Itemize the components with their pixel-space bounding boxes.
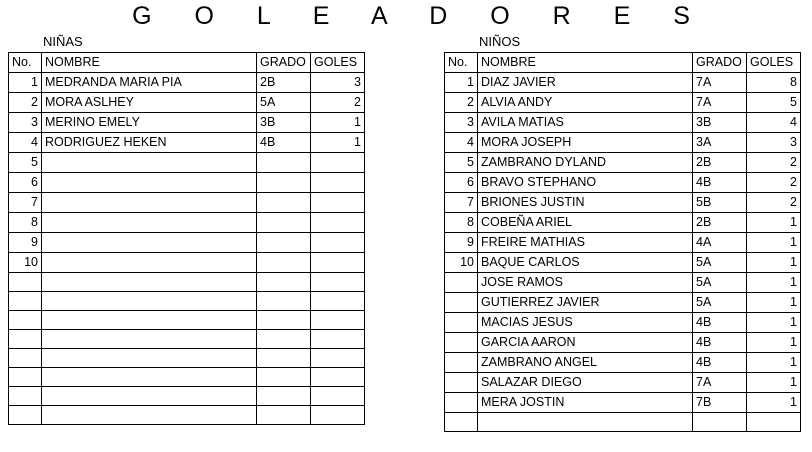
cell-grade: 5A <box>693 253 747 273</box>
cell-grade: 5B <box>693 193 747 213</box>
table-row <box>445 313 801 333</box>
header-grade: GRADO <box>693 53 747 73</box>
cell-name <box>42 193 257 213</box>
girls-section <box>8 32 365 425</box>
cell-name <box>42 330 257 349</box>
cell-goals: 2 <box>747 193 801 213</box>
cell-no: 8 <box>445 213 478 233</box>
cell-name: MACIAS JESUS <box>478 313 693 333</box>
cell-goals: 4 <box>747 113 801 133</box>
cell-goals: 1 <box>747 253 801 273</box>
table-row <box>445 173 801 193</box>
cell-grade: 5A <box>693 293 747 313</box>
table-row <box>9 273 365 292</box>
table-row <box>445 253 801 273</box>
boys-section <box>444 32 801 432</box>
cell-grade <box>257 406 311 425</box>
cell-name <box>42 173 257 193</box>
table-row <box>9 311 365 330</box>
cell-name <box>42 233 257 253</box>
cell-no: 6 <box>9 173 42 193</box>
table-row <box>9 93 365 113</box>
cell-grade <box>257 233 311 253</box>
cell-name: DIAZ JAVIER <box>478 73 693 93</box>
table-row <box>445 393 801 413</box>
cell-no: 4 <box>9 133 42 153</box>
header-no: No. <box>445 53 478 73</box>
cell-goals: 1 <box>747 233 801 253</box>
table-row <box>9 406 365 425</box>
cell-grade: 2B <box>257 73 311 93</box>
cell-goals: 1 <box>747 293 801 313</box>
cell-grade <box>257 193 311 213</box>
cell-grade: 4B <box>693 353 747 373</box>
cell-name <box>42 387 257 406</box>
cell-grade <box>257 387 311 406</box>
cell-goals: 3 <box>311 73 365 93</box>
cell-grade: 4B <box>693 313 747 333</box>
cell-no: 7 <box>445 193 478 213</box>
table-row <box>445 113 801 133</box>
cell-goals <box>311 387 365 406</box>
cell-grade <box>257 253 311 273</box>
cell-name: ZAMBRANO ANGEL <box>478 353 693 373</box>
cell-goals: 1 <box>311 113 365 133</box>
cell-grade: 5A <box>693 273 747 293</box>
cell-goals: 1 <box>747 373 801 393</box>
cell-grade <box>257 213 311 233</box>
cell-no <box>445 353 478 373</box>
cell-name: MERINO EMELY <box>42 113 257 133</box>
cell-no <box>9 311 42 330</box>
cell-goals: 1 <box>747 213 801 233</box>
cell-goals <box>311 368 365 387</box>
cell-goals: 1 <box>747 273 801 293</box>
page-title: G O L E A D O R E S <box>132 2 708 30</box>
table-row <box>9 387 365 406</box>
table-row <box>9 368 365 387</box>
table-row <box>445 273 801 293</box>
cell-no: 3 <box>9 113 42 133</box>
cell-name: AVILA MATIAS <box>478 113 693 133</box>
table-row <box>9 73 365 93</box>
cell-goals: 2 <box>747 173 801 193</box>
table-row <box>9 330 365 349</box>
cell-grade: 5A <box>257 93 311 113</box>
cell-no: 3 <box>445 113 478 133</box>
cell-name <box>42 253 257 273</box>
cell-no: 2 <box>445 93 478 113</box>
cell-name <box>42 311 257 330</box>
cell-no <box>445 413 478 432</box>
header-grade: GRADO <box>257 53 311 73</box>
cell-grade <box>257 153 311 173</box>
cell-goals <box>311 311 365 330</box>
cell-goals <box>311 349 365 368</box>
cell-no: 6 <box>445 173 478 193</box>
cell-name <box>42 213 257 233</box>
cell-no: 4 <box>445 133 478 153</box>
cell-no: 8 <box>9 213 42 233</box>
table-row <box>9 113 365 133</box>
table-row <box>9 349 365 368</box>
cell-grade <box>257 273 311 292</box>
girls-table <box>8 52 365 425</box>
cell-goals: 1 <box>747 393 801 413</box>
cell-no: 7 <box>9 193 42 213</box>
cell-name <box>42 349 257 368</box>
cell-grade <box>257 330 311 349</box>
header-goals: GOLES <box>747 53 801 73</box>
cell-goals <box>311 193 365 213</box>
cell-grade <box>693 413 747 432</box>
cell-no: 10 <box>445 253 478 273</box>
table-row <box>9 213 365 233</box>
cell-name: BRIONES JUSTIN <box>478 193 693 213</box>
table-row <box>9 153 365 173</box>
header-goals: GOLES <box>311 53 365 73</box>
cell-grade <box>257 292 311 311</box>
table-row <box>445 133 801 153</box>
cell-grade: 7A <box>693 93 747 113</box>
cell-goals <box>311 273 365 292</box>
cell-name: MORA ASLHEY <box>42 93 257 113</box>
cell-grade <box>257 349 311 368</box>
table-row <box>445 373 801 393</box>
boys-header-row <box>445 53 801 73</box>
cell-grade: 3A <box>693 133 747 153</box>
cell-name: COBEÑA ARIEL <box>478 213 693 233</box>
cell-no <box>9 387 42 406</box>
cell-goals <box>311 406 365 425</box>
cell-no: 10 <box>9 253 42 273</box>
cell-grade: 4A <box>693 233 747 253</box>
cell-name: GUTIERREZ JAVIER <box>478 293 693 313</box>
table-row <box>445 153 801 173</box>
table-row <box>9 253 365 273</box>
cell-name <box>42 406 257 425</box>
cell-goals: 3 <box>747 133 801 153</box>
boys-table <box>444 52 801 432</box>
cell-name <box>478 413 693 432</box>
cell-goals: 1 <box>747 313 801 333</box>
cell-goals: 1 <box>747 333 801 353</box>
table-row <box>445 93 801 113</box>
cell-no <box>9 406 42 425</box>
cell-no <box>445 293 478 313</box>
cell-grade: 7B <box>693 393 747 413</box>
cell-grade <box>257 311 311 330</box>
table-row <box>445 193 801 213</box>
cell-goals <box>311 233 365 253</box>
cell-goals <box>311 153 365 173</box>
table-row <box>445 233 801 253</box>
cell-goals <box>311 330 365 349</box>
cell-name <box>42 368 257 387</box>
header-name: NOMBRE <box>478 53 693 73</box>
cell-no <box>445 273 478 293</box>
cell-grade: 4B <box>693 173 747 193</box>
table-row <box>9 133 365 153</box>
table-row <box>445 213 801 233</box>
cell-no: 9 <box>445 233 478 253</box>
cell-no <box>445 333 478 353</box>
cell-name: MERA JOSTIN <box>478 393 693 413</box>
table-row <box>445 413 801 432</box>
cell-no: 1 <box>9 73 42 93</box>
cell-grade <box>257 368 311 387</box>
cell-name <box>42 273 257 292</box>
cell-no <box>445 313 478 333</box>
cell-name: FREIRE MATHIAS <box>478 233 693 253</box>
cell-name: JOSE RAMOS <box>478 273 693 293</box>
girls-header-row <box>9 53 365 73</box>
table-row <box>9 233 365 253</box>
cell-no <box>9 273 42 292</box>
cell-name: ALVIA ANDY <box>478 93 693 113</box>
cell-grade: 2B <box>693 213 747 233</box>
cell-name: ZAMBRANO DYLAND <box>478 153 693 173</box>
cell-no: 2 <box>9 93 42 113</box>
cell-no: 9 <box>9 233 42 253</box>
cell-no <box>9 368 42 387</box>
cell-name: BRAVO STEPHANO <box>478 173 693 193</box>
cell-no <box>445 393 478 413</box>
cell-grade: 2B <box>693 153 747 173</box>
cell-no: 5 <box>9 153 42 173</box>
cell-goals: 2 <box>311 93 365 113</box>
cell-grade: 4B <box>257 133 311 153</box>
cell-name: BAQUE CARLOS <box>478 253 693 273</box>
cell-grade: 3B <box>257 113 311 133</box>
table-row <box>9 193 365 213</box>
cell-no <box>9 292 42 311</box>
cell-grade: 7A <box>693 373 747 393</box>
cell-goals <box>311 213 365 233</box>
table-row <box>9 173 365 193</box>
cell-grade: 3B <box>693 113 747 133</box>
cell-name: SALAZAR DIEGO <box>478 373 693 393</box>
cell-name <box>42 153 257 173</box>
cell-name: RODRIGUEZ HEKEN <box>42 133 257 153</box>
table-row <box>445 73 801 93</box>
cell-goals: 8 <box>747 73 801 93</box>
cell-grade: 4B <box>693 333 747 353</box>
cell-goals <box>747 413 801 432</box>
girls-caption: NIÑAS <box>43 34 83 49</box>
cell-grade <box>257 173 311 193</box>
table-row <box>445 293 801 313</box>
cell-no: 1 <box>445 73 478 93</box>
cell-name: MEDRANDA MARIA PIA <box>42 73 257 93</box>
cell-no <box>9 349 42 368</box>
cell-grade: 7A <box>693 73 747 93</box>
cell-goals: 1 <box>747 353 801 373</box>
table-row <box>445 333 801 353</box>
cell-name <box>42 292 257 311</box>
cell-name: MORA JOSEPH <box>478 133 693 153</box>
boys-caption: NIÑOS <box>479 34 521 49</box>
cell-no <box>9 330 42 349</box>
header-name: NOMBRE <box>42 53 257 73</box>
table-row <box>445 353 801 373</box>
cell-no: 5 <box>445 153 478 173</box>
cell-no <box>445 373 478 393</box>
cell-goals: 1 <box>311 133 365 153</box>
header-no: No. <box>9 53 42 73</box>
cell-goals: 5 <box>747 93 801 113</box>
cell-goals <box>311 173 365 193</box>
cell-goals <box>311 292 365 311</box>
cell-goals <box>311 253 365 273</box>
cell-goals: 2 <box>747 153 801 173</box>
cell-name: GARCIA AARON <box>478 333 693 353</box>
table-row <box>9 292 365 311</box>
